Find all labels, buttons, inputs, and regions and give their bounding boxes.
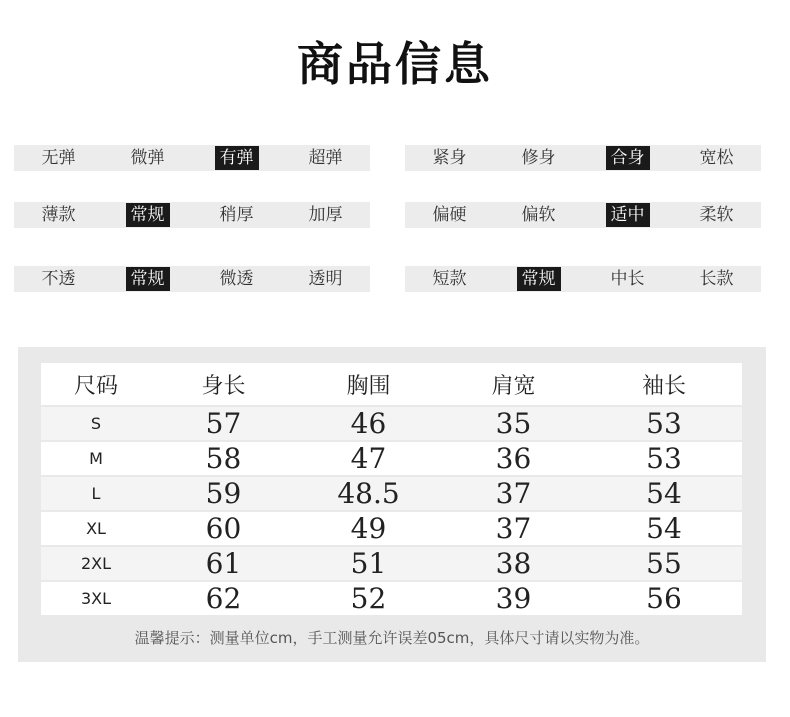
size-chart-panel bbox=[18, 347, 766, 662]
attr-option: 透明 bbox=[308, 269, 343, 289]
size-cell: 3XL bbox=[80, 589, 112, 608]
table-row bbox=[41, 582, 742, 615]
size-cell: S bbox=[90, 414, 102, 433]
attr-option-selected: 常规 bbox=[126, 203, 170, 227]
table-row bbox=[41, 477, 742, 510]
value-cell: 52 bbox=[350, 582, 387, 615]
value-cell: 49 bbox=[350, 512, 387, 545]
attr-option: 微弹 bbox=[130, 148, 165, 168]
attr-option-selected: 合身 bbox=[606, 146, 650, 170]
column-header: 尺码 bbox=[73, 373, 118, 399]
value-cell: 56 bbox=[646, 582, 682, 615]
attr-row-thickness bbox=[14, 202, 370, 228]
value-cell: 58 bbox=[205, 442, 242, 475]
table-header-row bbox=[41, 363, 742, 405]
attr-option-selected: 适中 bbox=[606, 203, 650, 227]
attr-option: 超弹 bbox=[308, 148, 343, 168]
size-cell: M bbox=[89, 449, 103, 468]
attr-option: 中长 bbox=[610, 269, 645, 289]
attr-option: 加厚 bbox=[308, 205, 343, 225]
attr-row-length bbox=[405, 266, 761, 292]
attr-row-softness bbox=[405, 202, 761, 228]
attr-option: 短款 bbox=[432, 269, 467, 289]
column-header: 身长 bbox=[201, 373, 246, 399]
attr-option: 微透 bbox=[219, 269, 254, 289]
value-cell: 54 bbox=[646, 512, 682, 545]
attr-option: 偏硬 bbox=[432, 205, 467, 225]
attr-row-elasticity bbox=[14, 145, 370, 171]
attr-option: 不透 bbox=[41, 269, 76, 289]
value-cell: 54 bbox=[646, 477, 682, 510]
value-cell: 57 bbox=[205, 407, 242, 440]
value-cell: 55 bbox=[646, 547, 682, 580]
size-cell: L bbox=[91, 484, 101, 503]
attr-row-fit bbox=[405, 145, 761, 171]
attr-option: 无弹 bbox=[41, 148, 76, 168]
table-row bbox=[41, 442, 742, 475]
value-cell: 60 bbox=[205, 512, 242, 545]
value-cell: 62 bbox=[205, 582, 242, 615]
value-cell: 38 bbox=[495, 547, 532, 580]
attr-option-selected: 常规 bbox=[126, 267, 170, 291]
value-cell: 53 bbox=[646, 407, 682, 440]
attr-option: 稍厚 bbox=[219, 205, 254, 225]
page-title: 商品信息 bbox=[297, 37, 493, 91]
value-cell: 61 bbox=[205, 547, 242, 580]
value-cell: 53 bbox=[646, 442, 682, 475]
table-row bbox=[41, 407, 742, 440]
attr-option-selected: 常规 bbox=[517, 267, 561, 291]
attr-option: 偏软 bbox=[521, 205, 556, 225]
size-cell: 2XL bbox=[80, 554, 112, 573]
value-cell: 39 bbox=[495, 582, 532, 615]
size-cell: XL bbox=[86, 519, 106, 538]
value-cell: 37 bbox=[495, 477, 532, 510]
value-cell: 51 bbox=[350, 547, 387, 580]
attr-option: 薄款 bbox=[41, 205, 76, 225]
value-cell: 59 bbox=[205, 477, 242, 510]
measurement-note: 温馨提示：测量单位cm，手工测量允许误差05cm，具体尺寸请以实物为准。 bbox=[134, 629, 650, 647]
attr-option-selected: 有弹 bbox=[215, 146, 259, 170]
attr-option: 修身 bbox=[521, 148, 556, 168]
value-cell: 37 bbox=[495, 512, 532, 545]
attr-option: 柔软 bbox=[699, 205, 734, 225]
column-header: 肩宽 bbox=[491, 373, 536, 399]
column-header: 袖长 bbox=[641, 373, 686, 399]
value-cell: 35 bbox=[495, 407, 532, 440]
value-cell: 46 bbox=[350, 407, 387, 440]
column-header: 胸围 bbox=[346, 373, 391, 399]
value-cell: 47 bbox=[350, 442, 387, 475]
value-cell: 48.5 bbox=[337, 477, 400, 510]
table-row bbox=[41, 547, 742, 580]
attr-row-transparency bbox=[14, 266, 370, 292]
attr-option: 长款 bbox=[699, 269, 734, 289]
table-row bbox=[41, 512, 742, 545]
size-table bbox=[41, 363, 742, 615]
attr-option: 宽松 bbox=[699, 148, 734, 168]
value-cell: 36 bbox=[495, 442, 532, 475]
attr-option: 紧身 bbox=[432, 148, 467, 168]
